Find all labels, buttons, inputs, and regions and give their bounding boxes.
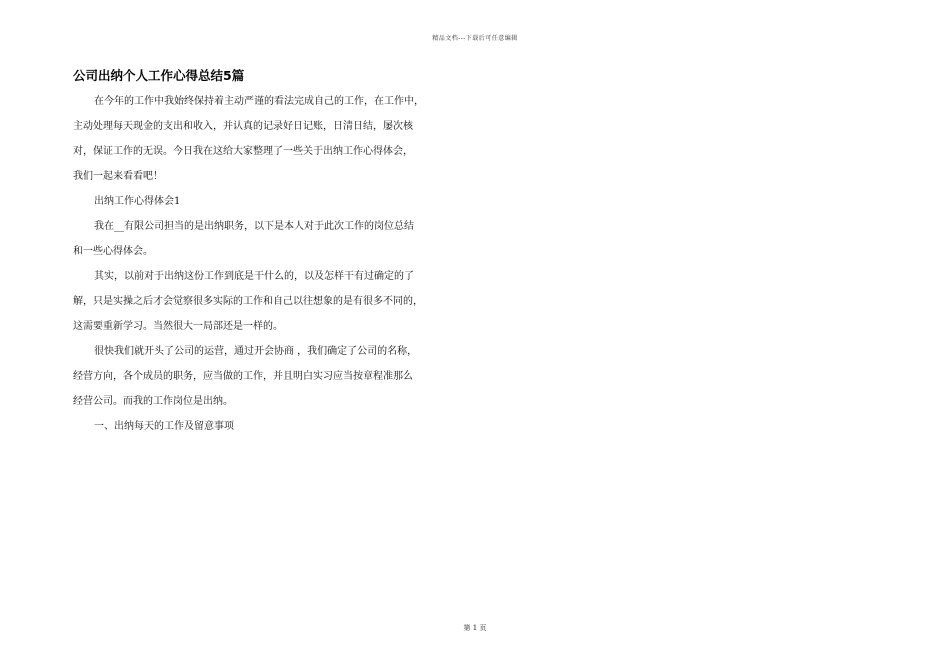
section-heading: 一、出纳每天的工作及留意事项: [94, 421, 234, 432]
paragraph-line: 主动处理每天现金的支出和收入，并认真的记录好日记账，日清日结，屡次核: [73, 121, 413, 132]
paragraph-line: 解，只是实操之后才会觉察很多实际的工作和自己以往想象的是有很多不同的，: [73, 296, 423, 307]
page-number: 第 1 页: [463, 624, 487, 632]
paragraph-line: 对，保证工作的无误。今日我在这给大家整理了一些关于出纳工作心得体会，: [73, 146, 413, 157]
page-header: 精品文档---下载后可任意编辑: [432, 35, 518, 42]
paragraph-line: 在今年的工作中我始终保持着主动严谨的看法完成自己的工作，在工作中，: [94, 96, 424, 107]
paragraph-line: 很快我们就开头了公司的运营，通过开会协商 ，我们确定了公司的名称，: [94, 346, 418, 357]
section-heading: 出纳工作心得体会1: [94, 196, 181, 207]
paragraph-line: 这需要重新学习。当然很大一局部还是一样的。: [73, 321, 283, 332]
paragraph-line: 我在__有限公司担当的是出纳职务，以下是本人对于此次工作的岗位总结: [94, 221, 414, 232]
paragraph-line: 和一些心得体会。: [73, 246, 153, 257]
paragraph-line: 我们一起来看看吧！: [73, 171, 163, 182]
paragraph-line: 经营公司。而我的工作岗位是出纳。: [73, 396, 233, 407]
document-title: 公司出纳个人工作心得总结5篇: [73, 68, 245, 83]
paragraph-line: 经营方向，各个成员的职务，应当做的工作，并且明白实习应当按章程准那么: [73, 371, 413, 382]
paragraph-line: 其实，以前对于出纳这份工作到底是干什么的，以及怎样干有过确定的了: [94, 271, 414, 282]
